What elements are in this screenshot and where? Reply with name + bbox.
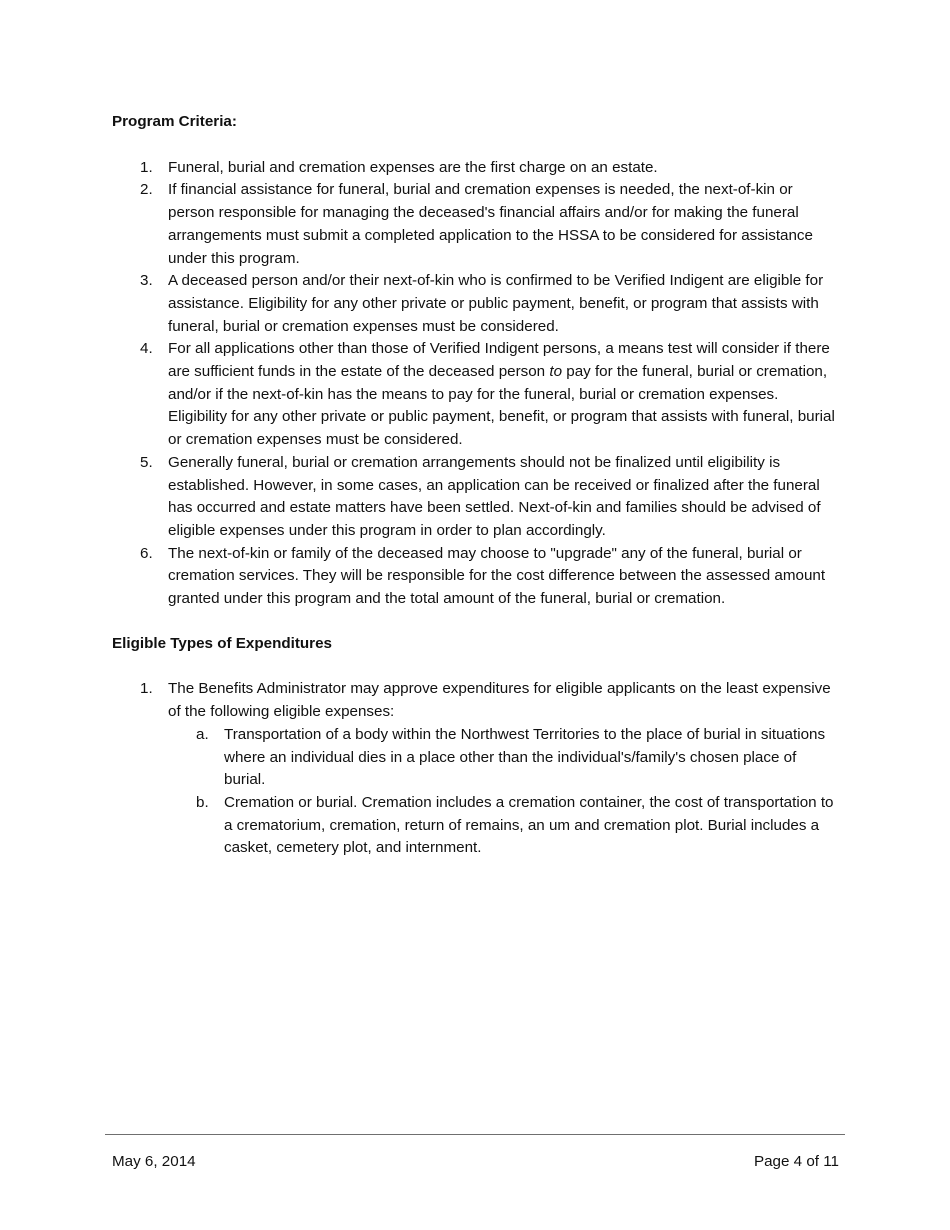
list-item-text-end: pay for the funeral, burial or cremation, and/or if the next-of-kin has the means to pay for the funeral, burial or cremation expenses. Eligibility for any other private or public payment, benefit, or program that assists with funeral, burial or cremation expenses must be considered.	[168, 363, 835, 449]
program-criteria-heading: Program Criteria:	[112, 113, 237, 130]
list-item-text: The next-of-kin or family of the deceased may choose to "upgrade" any of the funeral, burial or cremation services. They will be responsible for the cost difference between the assessed amount granted under this program and the total amount of the funeral, burial or cremation.	[168, 544, 826, 608]
sublist-item	[168, 724, 840, 792]
sublist-item-text: Transportation of a body within the Northwest Territories to the place of burial in situations where an individual dies in a place other than the individual's/family's chosen place of burial.	[224, 725, 826, 789]
list-item	[112, 179, 840, 270]
footer-page-number: Page 4 of 11	[753, 1153, 839, 1170]
eligible-expenditures-heading: Eligible Types of Expenditures	[112, 634, 332, 652]
list-number: 4.	[140, 340, 153, 358]
list-number: 1.	[140, 680, 153, 698]
eligible-expenditures-list	[112, 678, 840, 860]
list-item	[112, 452, 840, 543]
list-item-text: Funeral, burial and cremation expenses are the first charge on an estate.	[168, 158, 658, 176]
sublist-item	[168, 792, 840, 860]
list-number: 3.	[140, 272, 153, 290]
document-body	[112, 111, 840, 860]
list-item-text: The Benefits Administrator may approve expenditures for eligible applicants on the least expensive of the following eligible expenses:	[168, 680, 831, 721]
list-item	[112, 157, 840, 180]
list-number: 2.	[140, 181, 153, 199]
list-item	[112, 678, 840, 860]
list-number: 5.	[140, 453, 153, 471]
list-item	[112, 543, 840, 611]
footer-date: May 6, 2014	[112, 1153, 196, 1170]
program-criteria-list	[112, 157, 840, 611]
list-item-text: A deceased person and/or their next-of-kin who is confirmed to be Verified Indigent are eligible for assistance. Eligibility for any other private or public payment, benefit, or program that assists with funeral, burial or cremation expenses must be considered.	[168, 272, 824, 335]
list-number: 6.	[140, 544, 153, 562]
expense-sublist	[168, 724, 840, 860]
list-item	[112, 270, 840, 338]
list-item-text-start: For all applications other than those of Verified Indigent persons, a means test will consider if there are sufficient funds in the estate of the deceased person	[168, 340, 830, 381]
list-item	[112, 338, 840, 452]
sublist-letter: b.	[196, 793, 209, 811]
sublist-letter: a.	[196, 725, 209, 743]
sublist-item-text: Cremation or burial. Cremation includes a cremation container, the cost of transportation to a crematorium, cremation, return of remains, an um and cremation plot. Burial includes a casket, cemetery plot, and internment.	[224, 793, 834, 857]
list-item-text: Generally funeral, burial or cremation arrangements should not be finalized until eligibility is established. However, in some cases, an application can be received or finalized after the funeral has occurred and estate matters have been settled. Next-of-kin and families should be advised of eligible expenses under this program in order to plan accordingly.	[168, 453, 821, 539]
list-item-text-italic: to	[549, 363, 563, 381]
footer-divider	[105, 1134, 845, 1135]
list-item-text: If financial assistance for funeral, burial and cremation expenses is needed, the next-of-kin or person responsible for managing the deceased's financial affairs and/or for making the funeral arrangements must submit a completed application to the HSSA to be considered for assistance under this program.	[168, 181, 813, 267]
list-number: 1.	[140, 158, 153, 176]
